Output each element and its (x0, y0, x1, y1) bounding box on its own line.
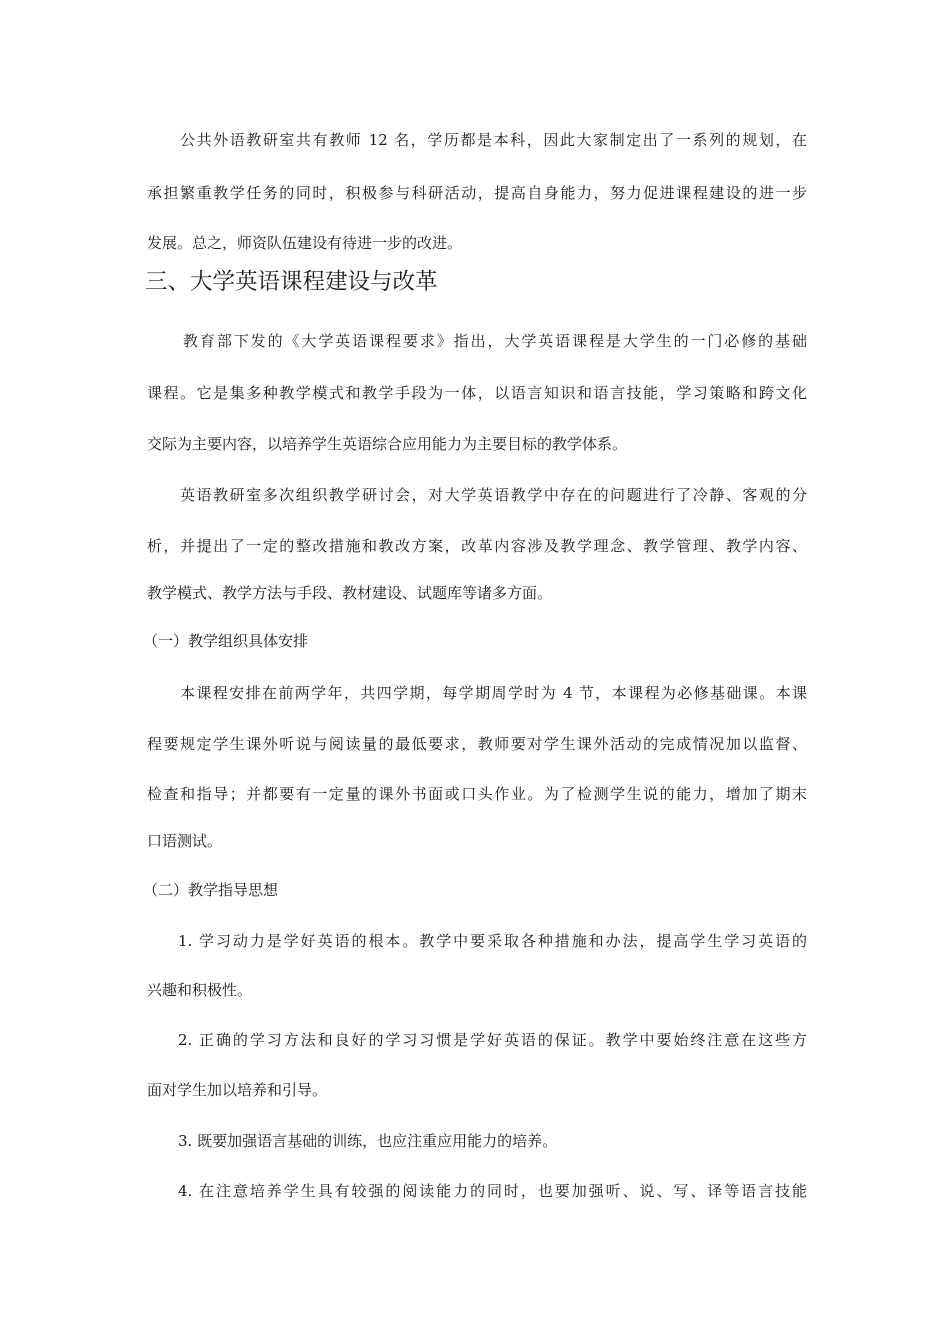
subsection-heading: （二）教学指导思想 (143, 881, 279, 899)
paragraph-line: 课程。它是集多种教学模式和教学手段为一体，以语言知识和语言技能，学习策略和跨文化 (147, 384, 807, 402)
list-item-line: 3. 既要加强语言基础的训练，也应注重应用能力的培养。 (178, 1132, 558, 1150)
paragraph-line: 英语教研室多次组织教学研讨会，对大学英语教学中存在的问题进行了冷静、客观的分 (180, 486, 807, 504)
paragraph-line: 本课程安排在前两学年，共四学期，每学期周学时为 4 节，本课程为必修基础课。本课 (180, 684, 807, 702)
paragraph-line: 析，并提出了一定的整改措施和教改方案，改革内容涉及教学理念、教学管理、教学内容、 (147, 537, 807, 555)
subsection-heading: （一）教学组织具体安排 (143, 632, 309, 650)
paragraph-line: 发展。总之，师资队伍建设有待进一步的改进。 (147, 234, 463, 252)
paragraph-line: 检查和指导；并都要有一定量的课外书面或口头作业。为了检测学生说的能力，增加了期末 (147, 785, 807, 803)
list-item-line: 兴趣和积极性。 (147, 981, 253, 999)
paragraph-line: 教学模式、教学方法与手段、教材建设、试题库等诸多方面。 (147, 584, 553, 602)
paragraph-line: 口语测试。 (147, 832, 223, 850)
paragraph-line: 承担繁重教学任务的同时，积极参与科研活动，提高自身能力，努力促进课程建设的进一步 (147, 184, 807, 202)
paragraph-line: 程要规定学生课外听说与阅读量的最低要求，教师要对学生课外活动的完成情况加以监督、 (147, 735, 807, 753)
list-item-line: 1. 学习动力是学好英语的根本。教学中要采取各种措施和办法，提高学生学习英语的 (178, 932, 807, 950)
paragraph-line: 教育部下发的《大学英语课程要求》指出，大学英语课程是大学生的一门必修的基础 (183, 332, 807, 350)
list-item-line: 2. 正确的学习方法和良好的学习习惯是学好英语的保证。教学中要始终注意在这些方 (178, 1031, 807, 1049)
list-item-line: 面对学生加以培养和引导。 (147, 1081, 328, 1099)
list-item-line: 4. 在注意培养学生具有较强的阅读能力的同时，也要加强听、说、写、译等语言技能 (178, 1182, 807, 1200)
section-heading: 三、大学英语课程建设与改革 (145, 269, 438, 295)
paragraph-line: 交际为主要内容，以培养学生英语综合应用能力为主要目标的教学体系。 (147, 435, 628, 453)
paragraph-line: 公共外语教研室共有教师 12 名，学历都是本科，因此大家制定出了一系列的规划，在 (180, 131, 807, 149)
